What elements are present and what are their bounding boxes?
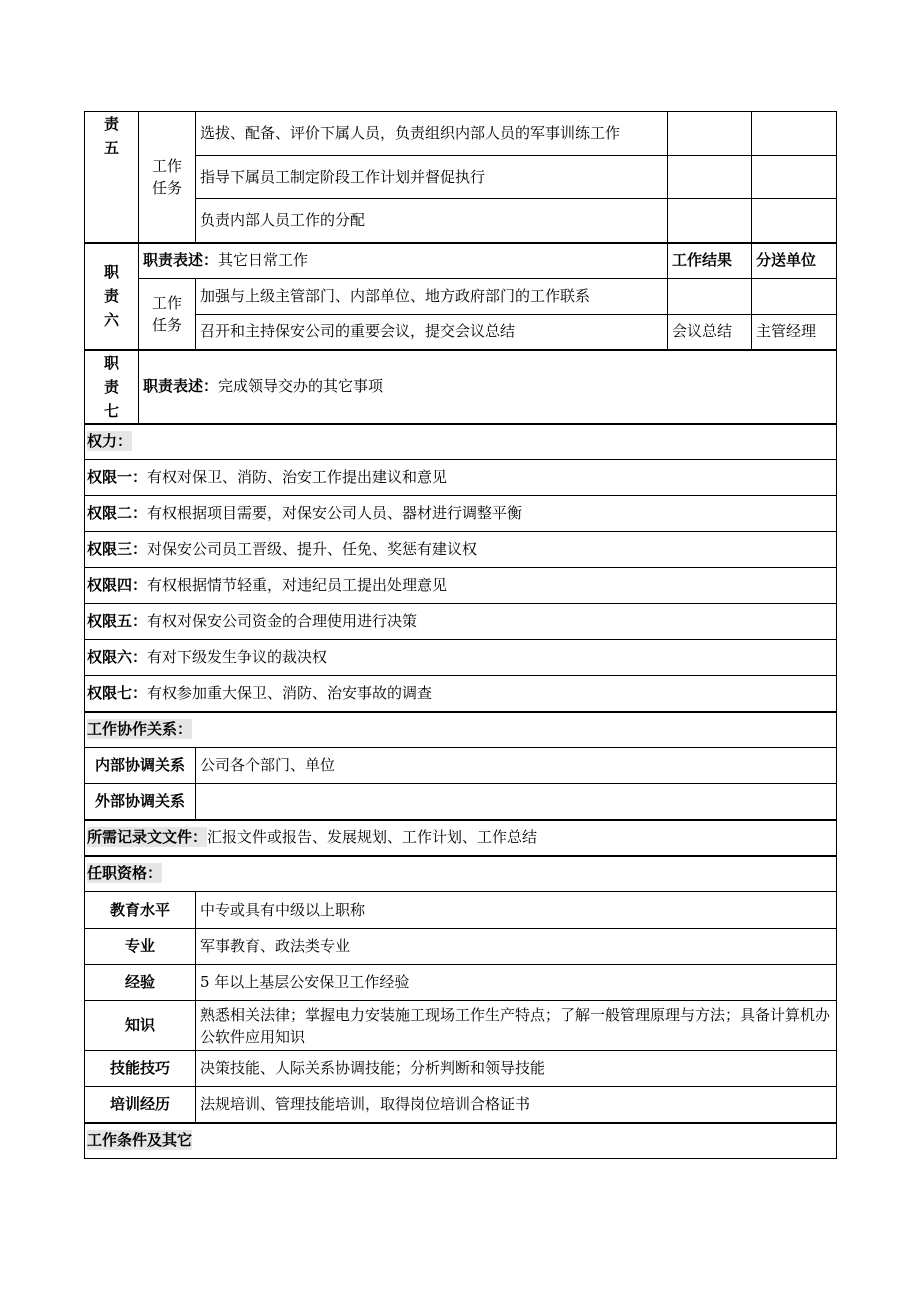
- duty5-task-1-result: [668, 112, 752, 156]
- duty6-task-label: [139, 279, 196, 350]
- authority-key: 权限五：: [87, 612, 148, 630]
- task-label-line: 任务: [151, 178, 182, 197]
- records-row: [85, 820, 837, 856]
- duty7-label-char: 职: [103, 353, 119, 372]
- duty6-task-2-dest: 主管经理: [752, 315, 837, 350]
- authority-item-7: [85, 676, 837, 712]
- records-cell: [85, 820, 837, 856]
- cooperation-external-row: [85, 784, 837, 820]
- duty5-task-1: 选拔、配备、评价下属人员，负责组织内部人员的军事训练工作: [196, 112, 668, 156]
- task-label-line: 工作: [151, 156, 182, 175]
- external-value: [196, 784, 837, 820]
- qualification-row: [85, 1087, 837, 1123]
- duty7-description: [139, 350, 837, 424]
- qualification-label: 技能技巧: [85, 1051, 196, 1087]
- qualification-header-cell: [85, 856, 837, 892]
- conditions-row: [85, 1123, 837, 1159]
- duty5-label: [85, 112, 139, 243]
- task-label-line: 任务: [151, 315, 182, 334]
- duty5-task-label: [139, 112, 196, 243]
- duty6-label: [85, 243, 139, 350]
- authority-text: 有权根据项目需要，对保安公司人员、器材进行调整平衡: [147, 504, 523, 522]
- duty5-task-row: [85, 199, 837, 243]
- authority-row: [85, 532, 837, 568]
- qualification-row: [85, 1001, 837, 1051]
- cooperation-header: 工作协作关系：: [87, 720, 193, 739]
- duty6-task-row: [85, 279, 837, 315]
- qualification-label: 教育水平: [85, 892, 196, 929]
- cooperation-header-cell: [85, 712, 837, 748]
- qualification-value: 军事教育、政法类专业: [196, 929, 837, 965]
- duty6-desc-key: 职责表述：: [143, 251, 219, 270]
- qualification-label: 经验: [85, 965, 196, 1001]
- qualification-row: [85, 965, 837, 1001]
- records-text: 汇报文件或报告、发展规划、工作计划、工作总结: [207, 828, 538, 846]
- authority-key: 权限一：: [87, 468, 148, 486]
- authority-key: 权限六：: [87, 648, 148, 666]
- duty5-label-char: 责: [103, 115, 119, 133]
- duty6-result-header: 工作结果: [668, 243, 752, 279]
- qualification-row: [85, 892, 837, 929]
- authority-row: [85, 676, 837, 712]
- duty6-label-char: 六: [103, 311, 119, 329]
- duty5-task-3-dest: [752, 199, 837, 243]
- duty6-task-1-dest: [752, 279, 837, 315]
- duty7-desc-text: 完成领导交办的其它事项: [218, 377, 384, 395]
- authority-header: 权力：: [87, 432, 133, 451]
- authority-text: 对保安公司员工晋级、提升、任免、奖惩有建议权: [147, 540, 478, 558]
- duty6-task-row: [85, 315, 837, 350]
- authority-header-cell: [85, 424, 837, 460]
- qualification-value: 熟悉相关法律；掌握电力安装施工现场工作生产特点；了解一般管理原理与方法；具备计算机办公软件应用知识: [196, 1001, 837, 1051]
- internal-value: 公司各个部门、单位: [196, 748, 837, 784]
- authority-row: [85, 604, 837, 640]
- duty7-label-char: 七: [103, 401, 119, 420]
- duty6-task-2: 召开和主持保安公司的重要会议，提交会议总结: [196, 315, 668, 350]
- authority-key: 权限三：: [87, 540, 148, 558]
- authority-item-3: [85, 532, 837, 568]
- qualification-label: 培训经历: [85, 1087, 196, 1123]
- authority-key: 权限二：: [87, 504, 148, 522]
- duty7-label: [85, 350, 139, 424]
- duty5-task-2: 指导下属员工制定阶段工作计划并督促执行: [196, 156, 668, 199]
- duty7-row: [85, 350, 837, 424]
- duty5-task-row: [85, 112, 837, 156]
- internal-label: 内部协调关系: [85, 748, 196, 784]
- authority-item-2: [85, 496, 837, 532]
- duty6-description: [139, 243, 668, 279]
- duty5-task-2-result: [668, 156, 752, 199]
- authority-row: [85, 568, 837, 604]
- authority-row: [85, 460, 837, 496]
- authority-text: 有权对保卫、消防、治安工作提出建议和意见: [147, 468, 448, 486]
- external-label: 外部协调关系: [85, 784, 196, 820]
- duty6-desc-row: [85, 243, 837, 279]
- duty6-task-1-result: [668, 279, 752, 315]
- duty7-label-char: 责: [103, 377, 119, 396]
- qualification-row: [85, 1051, 837, 1087]
- duty5-task-3-result: [668, 199, 752, 243]
- authority-row: [85, 640, 837, 676]
- duty7-desc-key: 职责表述：: [143, 377, 219, 395]
- authority-key: 权限七：: [87, 683, 148, 702]
- conditions-cell: [85, 1123, 837, 1159]
- qualification-value: 法规培训、管理技能培训，取得岗位培训合格证书: [196, 1087, 837, 1123]
- authority-text: 有权参加重大保卫、消防、治安事故的调查: [147, 683, 433, 702]
- duty6-desc-text: 其它日常工作: [218, 251, 309, 270]
- duty6-label-char: 职: [103, 263, 119, 281]
- duty6-task-2-result: 会议总结: [668, 315, 752, 350]
- authority-item-5: [85, 604, 837, 640]
- authority-text: 有权根据情节轻重，对违纪员工提出处理意见: [147, 576, 448, 594]
- task-label-line: 工作: [151, 293, 182, 312]
- qualification-value: 5 年以上基层公安保卫工作经验: [196, 965, 837, 1001]
- authority-text: 有权对保安公司资金的合理使用进行决策: [147, 612, 418, 630]
- qualification-label: 专业: [85, 929, 196, 965]
- duty5-label-char: 五: [103, 139, 119, 157]
- duty6-dest-header: 分送单位: [752, 243, 837, 279]
- authority-header-row: [85, 424, 837, 460]
- authority-text: 有对下级发生争议的裁决权: [147, 648, 328, 666]
- job-description-page: [84, 111, 836, 1159]
- qualification-value: 决策技能、人际关系协调技能；分析判断和领导技能: [196, 1051, 837, 1087]
- cooperation-internal-row: [85, 748, 837, 784]
- conditions-header: 工作条件及其它: [87, 1131, 193, 1150]
- qualification-value: 中专或具有中级以上职称: [196, 892, 837, 929]
- authority-item-6: [85, 640, 837, 676]
- records-key: 所需记录文文件：: [87, 828, 208, 846]
- duty5-task-1-dest: [752, 112, 837, 156]
- authority-key: 权限四：: [87, 576, 148, 594]
- authority-item-1: [85, 460, 837, 496]
- qualification-header-row: [85, 856, 837, 892]
- duty6-label-char: 责: [103, 287, 119, 305]
- duty6-task-1: 加强与上级主管部门、内部单位、地方政府部门的工作联系: [196, 279, 668, 315]
- qualification-label: 知识: [85, 1001, 196, 1051]
- job-description-table: [84, 111, 837, 1159]
- authority-row: [85, 496, 837, 532]
- duty5-task-3: 负责内部人员工作的分配: [196, 199, 668, 243]
- duty5-task-2-dest: [752, 156, 837, 199]
- qualification-header: 任职资格：: [87, 864, 163, 883]
- qualification-row: [85, 929, 837, 965]
- authority-item-4: [85, 568, 837, 604]
- duty5-task-row: [85, 156, 837, 199]
- cooperation-header-row: [85, 712, 837, 748]
